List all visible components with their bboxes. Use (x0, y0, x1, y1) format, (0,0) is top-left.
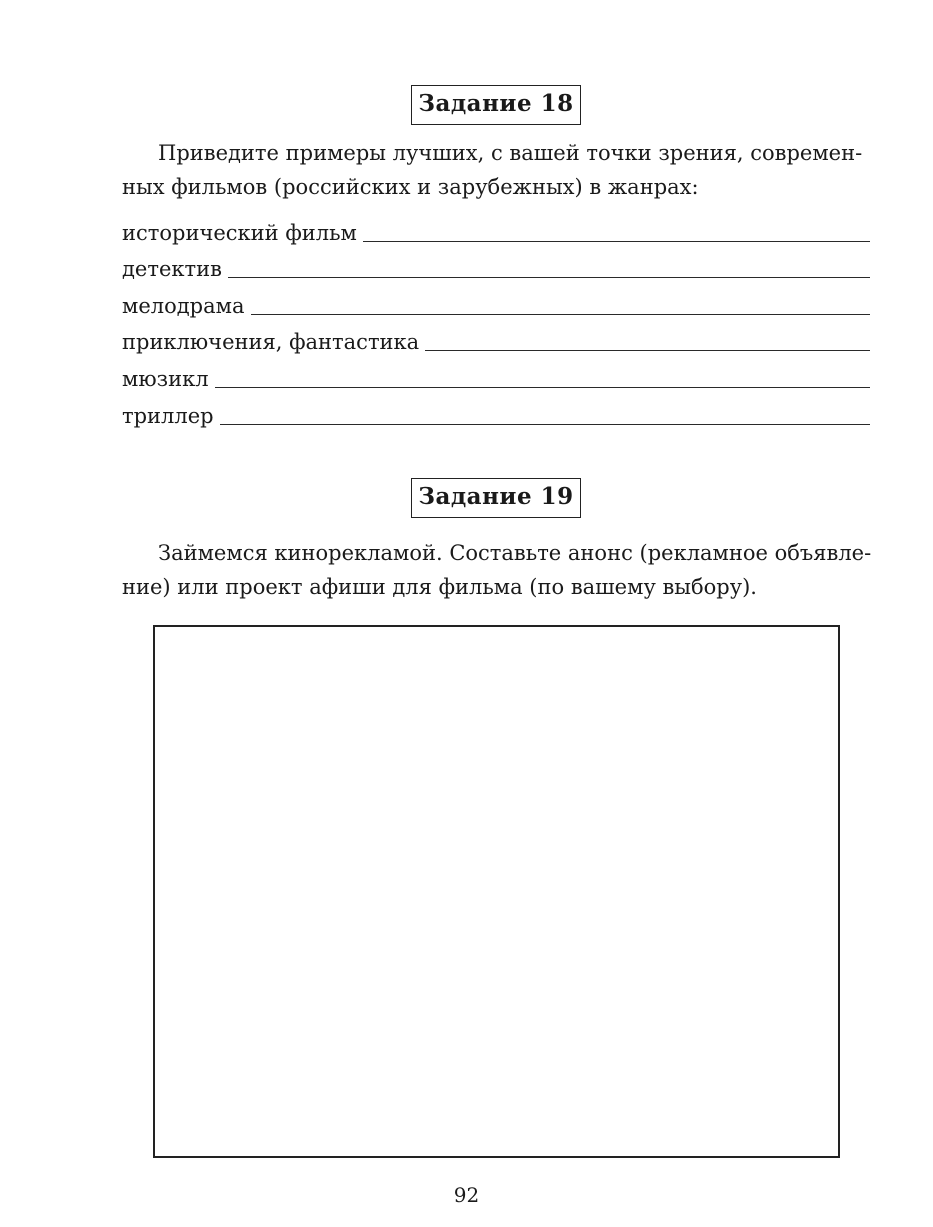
task-18-instructions (122, 136, 870, 204)
task-18-text-line-1: Приведите примеры лучших, с вашей точки зрения, современ- (158, 141, 863, 165)
genre-label: мелодрама (122, 293, 245, 318)
poster-drawing-area[interactable] (153, 625, 840, 1158)
task-19-title: Задание 19 (411, 478, 581, 518)
genre-row-melodrama (122, 281, 870, 318)
genre-label: мюзикл (122, 366, 209, 391)
genre-label: приключения, фантастика (122, 330, 420, 355)
task-19-text-line-2: ние) или проект афиши для фильма (по вашему выбору). (122, 575, 757, 599)
page-number: 92 (453, 1183, 480, 1207)
genre-label: исторический фильм (122, 220, 357, 245)
answer-line-adventure[interactable] (425, 330, 870, 351)
answer-line-historical[interactable] (363, 221, 870, 242)
genre-row-adventure (122, 318, 870, 355)
genre-row-historical (122, 208, 870, 245)
task-19-text-line-1: Займемся кинорекламой. Составьте анонс (рекламное объявле- (158, 541, 872, 565)
task-18-title: Задание 18 (411, 85, 581, 125)
task-19-instructions (122, 536, 870, 604)
answer-line-musical[interactable] (215, 367, 870, 388)
genre-label: детектив (122, 257, 222, 282)
genre-label: триллер (122, 403, 214, 428)
genre-row-musical (122, 354, 870, 391)
task-18-text-line-2: ных фильмов (российских и зарубежных) в жанрах: (122, 175, 699, 199)
answer-line-melodrama[interactable] (251, 294, 871, 315)
answer-line-detective[interactable] (228, 257, 870, 278)
genre-row-thriller (122, 391, 870, 428)
genre-answer-list (122, 208, 870, 428)
answer-line-thriller[interactable] (220, 404, 870, 425)
genre-row-detective (122, 245, 870, 282)
